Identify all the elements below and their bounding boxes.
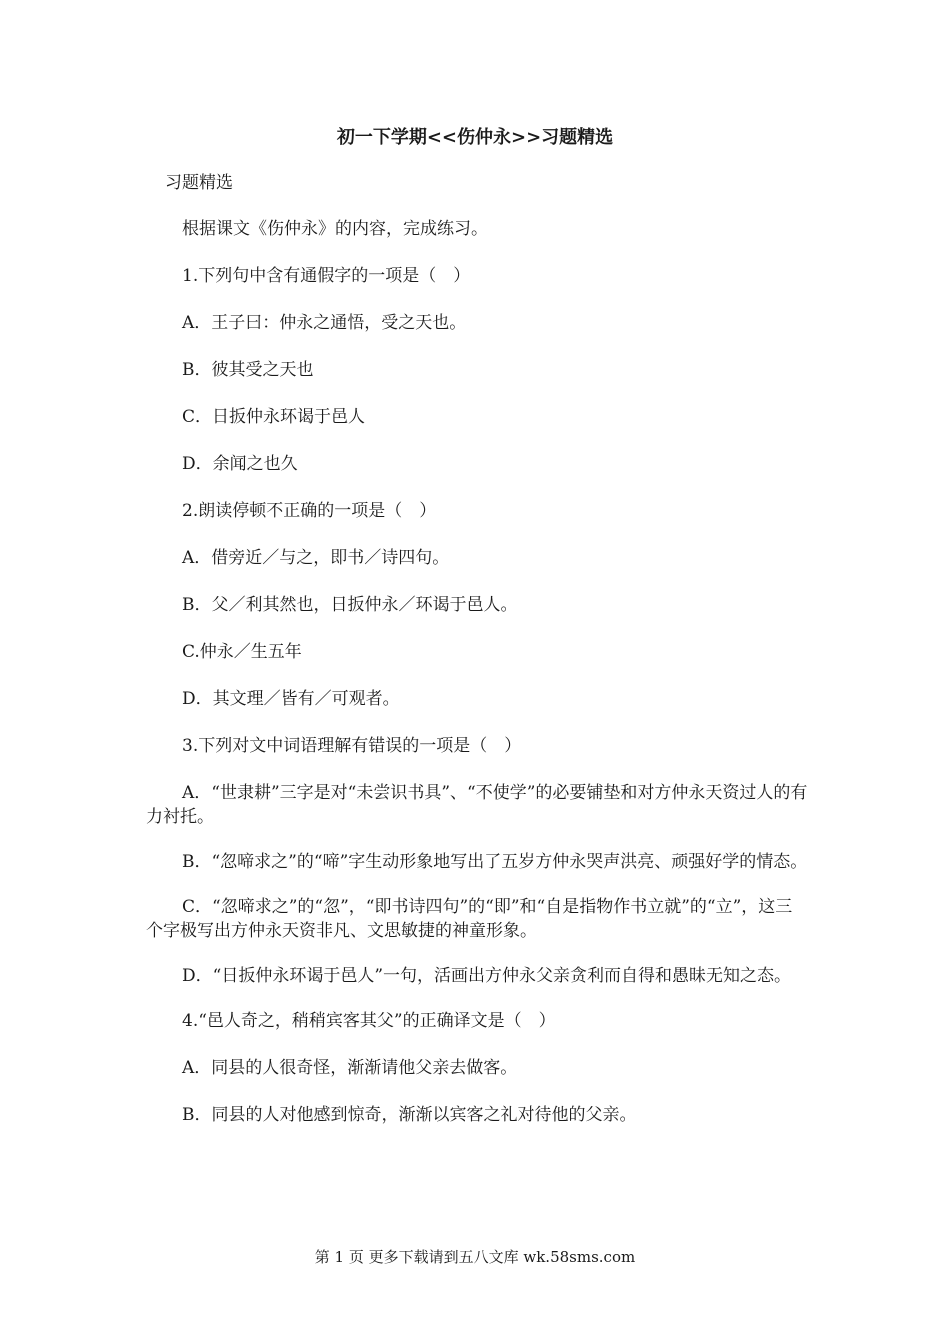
document-title: 初一下学期<<伤仲永>>习题精选 bbox=[336, 127, 614, 148]
section-heading: 习题精选 bbox=[165, 173, 233, 193]
question-1-stem: 1.下列句中含有通假字的一项是（ ） bbox=[182, 266, 471, 286]
question-2-option-a: A．借旁近／与之，即书／诗四句。 bbox=[182, 548, 450, 568]
document-body bbox=[146, 217, 808, 1150]
question-3-option-c: C．“忽啼求之”的“忽”，“即书诗四句”的“即”和“自是指物作书立就”的“立”，这三个字极写出方仲永天资非凡、文思敏捷的神童形象。 bbox=[146, 897, 793, 941]
question-3-option-b: B．“忽啼求之”的“啼”字生动形象地写出了五岁方仲永哭声洪亮、顽强好学的情态。 bbox=[182, 852, 808, 872]
question-3-option-d: D．“日扳仲永环谒于邑人”一句，活画出方仲永父亲贪利而自得和愚昧无知之态。 bbox=[182, 966, 792, 986]
question-2-option-d: D．其文理／皆有／可观者。 bbox=[182, 689, 400, 709]
intro-paragraph: 根据课文《伤仲永》的内容，完成练习。 bbox=[182, 219, 488, 239]
question-2-option-c: C.仲永／生五年 bbox=[182, 642, 302, 662]
question-4-option-a: A．同县的人很奇怪，渐渐请他父亲去做客。 bbox=[182, 1058, 518, 1078]
question-2-option-b: B．父／利其然也，日扳仲永／环谒于邑人。 bbox=[182, 595, 518, 615]
question-3-option-a: A．“世隶耕”三字是对“未尝识书具”、“不使学”的必要铺垫和对方仲永天资过人的有力衬托。 bbox=[146, 783, 808, 827]
question-3-stem: 3.下列对文中词语理解有错误的一项是（ ） bbox=[182, 736, 522, 756]
question-2-stem: 2.朗读停顿不正确的一项是（ ） bbox=[182, 501, 437, 521]
question-4-stem: 4.“邑人奇之，稍稍宾客其父”的正确译文是（ ） bbox=[182, 1011, 556, 1031]
question-4-option-b: B．同县的人对他感到惊奇，渐渐以宾客之礼对待他的父亲。 bbox=[182, 1105, 637, 1125]
question-1-option-b: B．彼其受之天也 bbox=[182, 360, 314, 380]
question-1-option-c: C．日扳仲永环谒于邑人 bbox=[182, 407, 366, 427]
question-1-option-d: D．余闻之也久 bbox=[182, 454, 298, 474]
page-footer: 第 1 页 更多下载请到五八文库 wk.58sms.com bbox=[314, 1248, 636, 1266]
question-1-option-a: A．王子曰：仲永之通悟，受之天也。 bbox=[182, 313, 467, 333]
